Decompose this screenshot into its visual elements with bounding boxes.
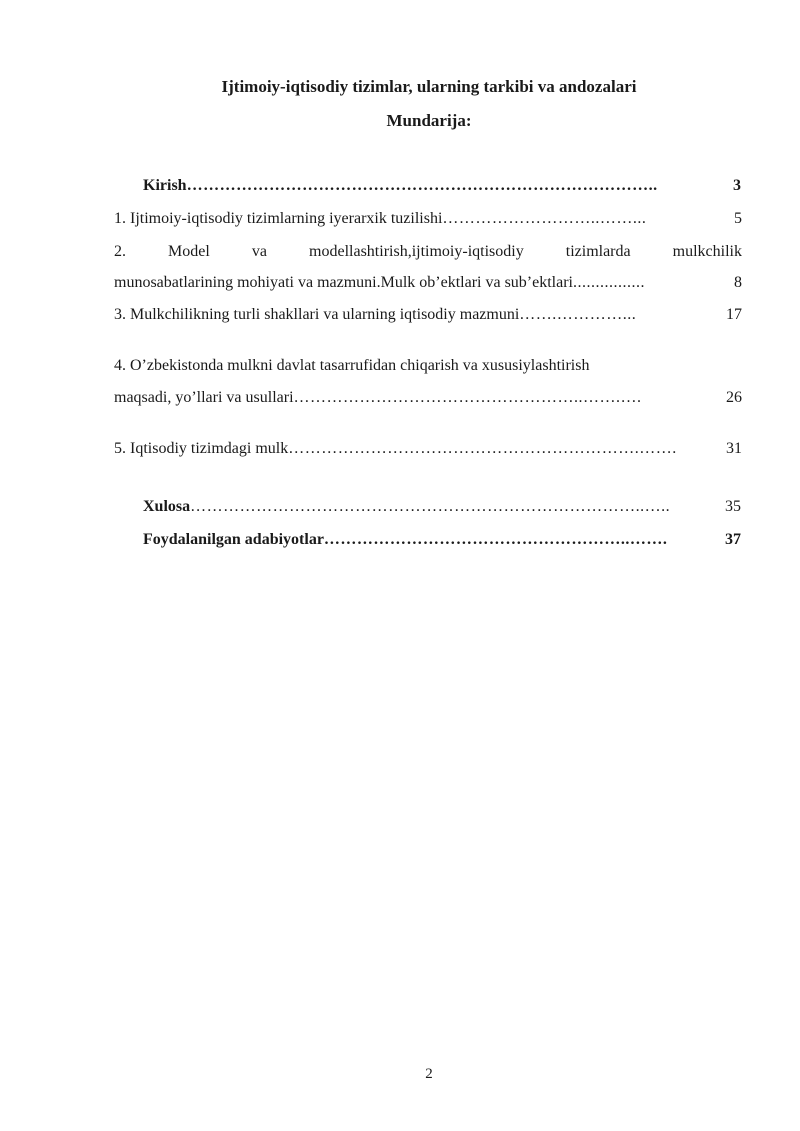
toc-entry-label: 5. Iqtisodiy tizimdagi mulk	[114, 440, 289, 457]
toc-entry-2[interactable]	[114, 273, 742, 293]
toc-entry-label: Foydalanilgan adabiyotlar	[143, 531, 324, 548]
toc-page-number: 5	[734, 210, 742, 227]
toc-entry-label: Xulosa	[143, 498, 191, 515]
toc-page-number: 3	[733, 177, 741, 194]
toc-heading: Mundarija:	[386, 111, 472, 130]
toc-entry-2-line1[interactable]: 2. Model va modellashtirish,ijtimoiy-iqtisodiy tizimlarda mulkchilik	[114, 243, 742, 260]
toc-page-number: 35	[725, 498, 741, 515]
toc-entry-3[interactable]	[114, 305, 742, 325]
toc-entry-label-line1: 4. O’zbekistonda mulkni davlat tasarrufidan chiqarish va xususiylashtirish	[114, 357, 590, 374]
toc-page-number: 37	[725, 531, 741, 548]
toc-leader-dots: ………………………..……...	[442, 210, 647, 227]
toc-entry-kirish[interactable]	[143, 176, 741, 196]
toc-leader-dots: …….…………...	[519, 306, 637, 323]
toc-leader-dots: ……………………………………………..…….….	[293, 389, 642, 406]
toc-page-number: 26	[726, 389, 742, 406]
toc-page-number: 17	[726, 306, 742, 323]
toc-entry-label: Kirish	[143, 177, 187, 194]
toc-leader-dots: ………………………………………………..…….	[323, 531, 668, 548]
toc-entry-label: maqsadi, yo’llari va usullari	[114, 389, 294, 406]
toc-entry-xulosa[interactable]	[143, 497, 741, 517]
toc-entry-4-line1[interactable]	[114, 356, 742, 376]
toc-page-number: 8	[734, 274, 742, 291]
toc-entry-adabiyotlar[interactable]	[143, 530, 741, 550]
document-title: Ijtimoiy-iqtisodiy tizimlar, ularning tarkibi va andozalari	[221, 77, 637, 96]
toc-leader-dots: ………………………………………………………………………..…..	[190, 498, 671, 515]
toc-entry-label: 3. Mulkchilikning turli shakllari va ularning iqtisodiy mazmuni	[114, 306, 520, 323]
toc-entry-5[interactable]	[114, 439, 742, 459]
page-number: 2	[425, 1066, 433, 1082]
toc-entry-label: munosabatlarining mohiyati va mazmuni.Mulk ob’ektlari va sub’ektlari	[114, 274, 573, 291]
toc-leader-dots: ……………………………………………………….…….	[288, 440, 677, 457]
toc-leader-dots: ................	[573, 274, 645, 291]
toc-entry-label: 1. Ijtimoiy-iqtisodiy tizimlarning iyerarxik tuzilishi	[114, 210, 443, 227]
toc-entry-4[interactable]	[114, 388, 742, 408]
toc-leader-dots: …………………………………………………………………………..	[186, 177, 658, 194]
toc-page-number: 31	[726, 440, 742, 457]
toc-entry-1[interactable]	[114, 209, 742, 229]
